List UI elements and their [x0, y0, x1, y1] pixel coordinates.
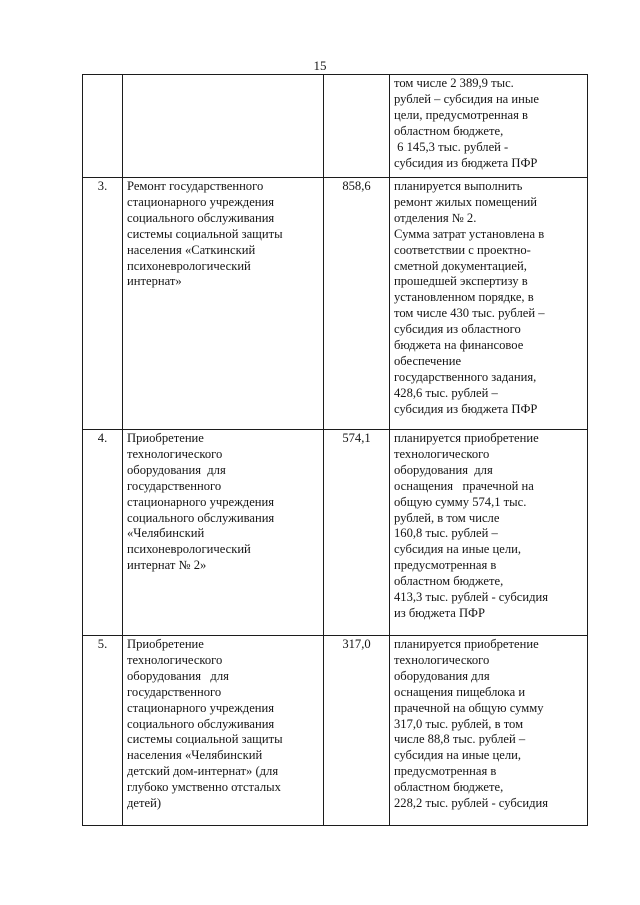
- item-name-line: интернат»: [127, 274, 182, 289]
- row-number-cell: 3.: [83, 178, 123, 430]
- item-name-line: системы социальной защиты: [127, 732, 283, 747]
- table-row: [83, 75, 588, 178]
- row-number-cell: 4.: [83, 430, 123, 636]
- description-line: областном бюджете,: [394, 780, 504, 795]
- description-line: предусмотренная в: [394, 764, 497, 779]
- description-line: субсидия из областного: [394, 322, 521, 337]
- description-line: числе 88,8 тыс. рублей –: [394, 732, 526, 747]
- item-name-line: стационарного учреждения: [127, 494, 275, 509]
- item-name-line: «Челябинский: [127, 526, 205, 541]
- description-line: технологического: [394, 446, 490, 461]
- amount-cell: 317,0: [324, 636, 390, 826]
- item-name-line: государственного: [127, 684, 222, 699]
- description-line: областном бюджете,: [394, 574, 504, 589]
- description-line: отделения № 2.: [394, 210, 477, 225]
- description-line: планируется выполнить: [394, 179, 523, 193]
- item-name-line: Приобретение: [127, 431, 204, 445]
- description-line: общую сумму 574,1 тыс.: [394, 494, 527, 509]
- table-row: [83, 178, 588, 430]
- item-name-line: интернат № 2»: [127, 558, 207, 573]
- description-line: планируется приобретение: [394, 637, 539, 651]
- item-name-line: государственного: [127, 478, 222, 493]
- description-line: государственного задания,: [394, 369, 537, 384]
- item-name-line: Приобретение: [127, 637, 204, 651]
- description-line: оборудования для: [394, 462, 493, 477]
- description-line: технологического: [394, 652, 490, 667]
- description-line: предусмотренная в: [394, 558, 497, 573]
- item-name-cell: [123, 75, 324, 178]
- amount-cell: 858,6: [324, 178, 390, 430]
- description-line: субсидия на иные цели,: [394, 542, 522, 557]
- item-name-line: социального обслуживания: [127, 210, 275, 225]
- item-name-line: технологического: [127, 652, 223, 667]
- description-line: 317,0 тыс. рублей, в том: [394, 716, 524, 731]
- description-line: установленном порядке, в: [394, 290, 534, 305]
- description-cell: [390, 430, 588, 636]
- description-line: субсидия из бюджета ПФР: [394, 401, 538, 416]
- description-line: соответствии с проектно-: [394, 242, 531, 257]
- item-name-line: населения «Саткинский: [127, 242, 256, 257]
- description-line: областном бюджете,: [394, 123, 504, 138]
- item-name-line: оборудования для: [127, 668, 229, 683]
- description-line: сметной документацией,: [394, 258, 527, 273]
- table-row: [83, 430, 588, 636]
- description-line: оснащения прачечной на: [394, 478, 534, 493]
- item-name-line: психоневрологический: [127, 542, 251, 557]
- description-line: бюджета на финансовое: [394, 338, 524, 353]
- description-line: прачечной на общую сумму: [394, 700, 544, 715]
- description-line: 228,2 тыс. рублей - субсидия: [394, 796, 549, 811]
- item-name-line: Ремонт государственного: [127, 179, 264, 193]
- item-name-line: глубоко умственно отсталых: [127, 780, 281, 795]
- description-line: оборудования для: [394, 668, 490, 683]
- budget-table: [82, 74, 588, 826]
- row-number-cell: 5.: [83, 636, 123, 826]
- description-line: 428,6 тыс. рублей –: [394, 385, 498, 400]
- description-line: том числе 430 тыс. рублей –: [394, 306, 545, 321]
- description-line: 6 145,3 тыс. рублей -: [394, 139, 509, 154]
- description-line: Сумма затрат установлена в: [394, 226, 545, 241]
- amount-cell: 574,1: [324, 430, 390, 636]
- description-line: 413,3 тыс. рублей - субсидия: [394, 590, 549, 605]
- item-name-line: технологического: [127, 446, 223, 461]
- amount-cell: [324, 75, 390, 178]
- item-name-cell: [123, 178, 324, 430]
- item-name-line: детский дом-интернат» (для: [127, 764, 279, 779]
- description-line: из бюджета ПФР: [394, 605, 486, 620]
- description-line: планируется приобретение: [394, 431, 539, 445]
- item-name-line: социального обслуживания: [127, 716, 275, 731]
- item-name-line: социального обслуживания: [127, 510, 275, 525]
- description-line: рублей, в том числе: [394, 510, 500, 525]
- item-name-cell: [123, 430, 324, 636]
- item-name-line: стационарного учреждения: [127, 700, 275, 715]
- item-name-line: оборудования для: [127, 462, 226, 477]
- item-name-line: детей): [127, 796, 162, 811]
- description-line: обеспечение: [394, 353, 462, 368]
- description-line: оснащения пищеблока и: [394, 684, 526, 699]
- description-line: рублей – субсидия на иные: [394, 91, 539, 106]
- item-name-line: населения «Челябинский: [127, 748, 263, 763]
- page-number: 15: [313, 58, 327, 73]
- description-line: прошедшей экспертизу в: [394, 274, 528, 289]
- description-cell: [390, 178, 588, 430]
- description-line: 160,8 тыс. рублей –: [394, 526, 498, 541]
- description-cell: [390, 75, 588, 178]
- item-name-line: стационарного учреждения: [127, 194, 275, 209]
- description-line: субсидия из бюджета ПФР: [394, 155, 538, 170]
- description-cell: [390, 636, 588, 826]
- item-name-cell: [123, 636, 324, 826]
- description-line: субсидия на иные цели,: [394, 748, 522, 763]
- item-name-line: психоневрологический: [127, 258, 251, 273]
- description-line: том числе 2 389,9 тыс.: [394, 76, 514, 90]
- table-row: [83, 636, 588, 826]
- item-name-line: системы социальной защиты: [127, 226, 283, 241]
- description-line: цели, предусмотренная в: [394, 107, 529, 122]
- description-line: ремонт жилых помещений: [394, 194, 538, 209]
- row-number-cell: [83, 75, 123, 178]
